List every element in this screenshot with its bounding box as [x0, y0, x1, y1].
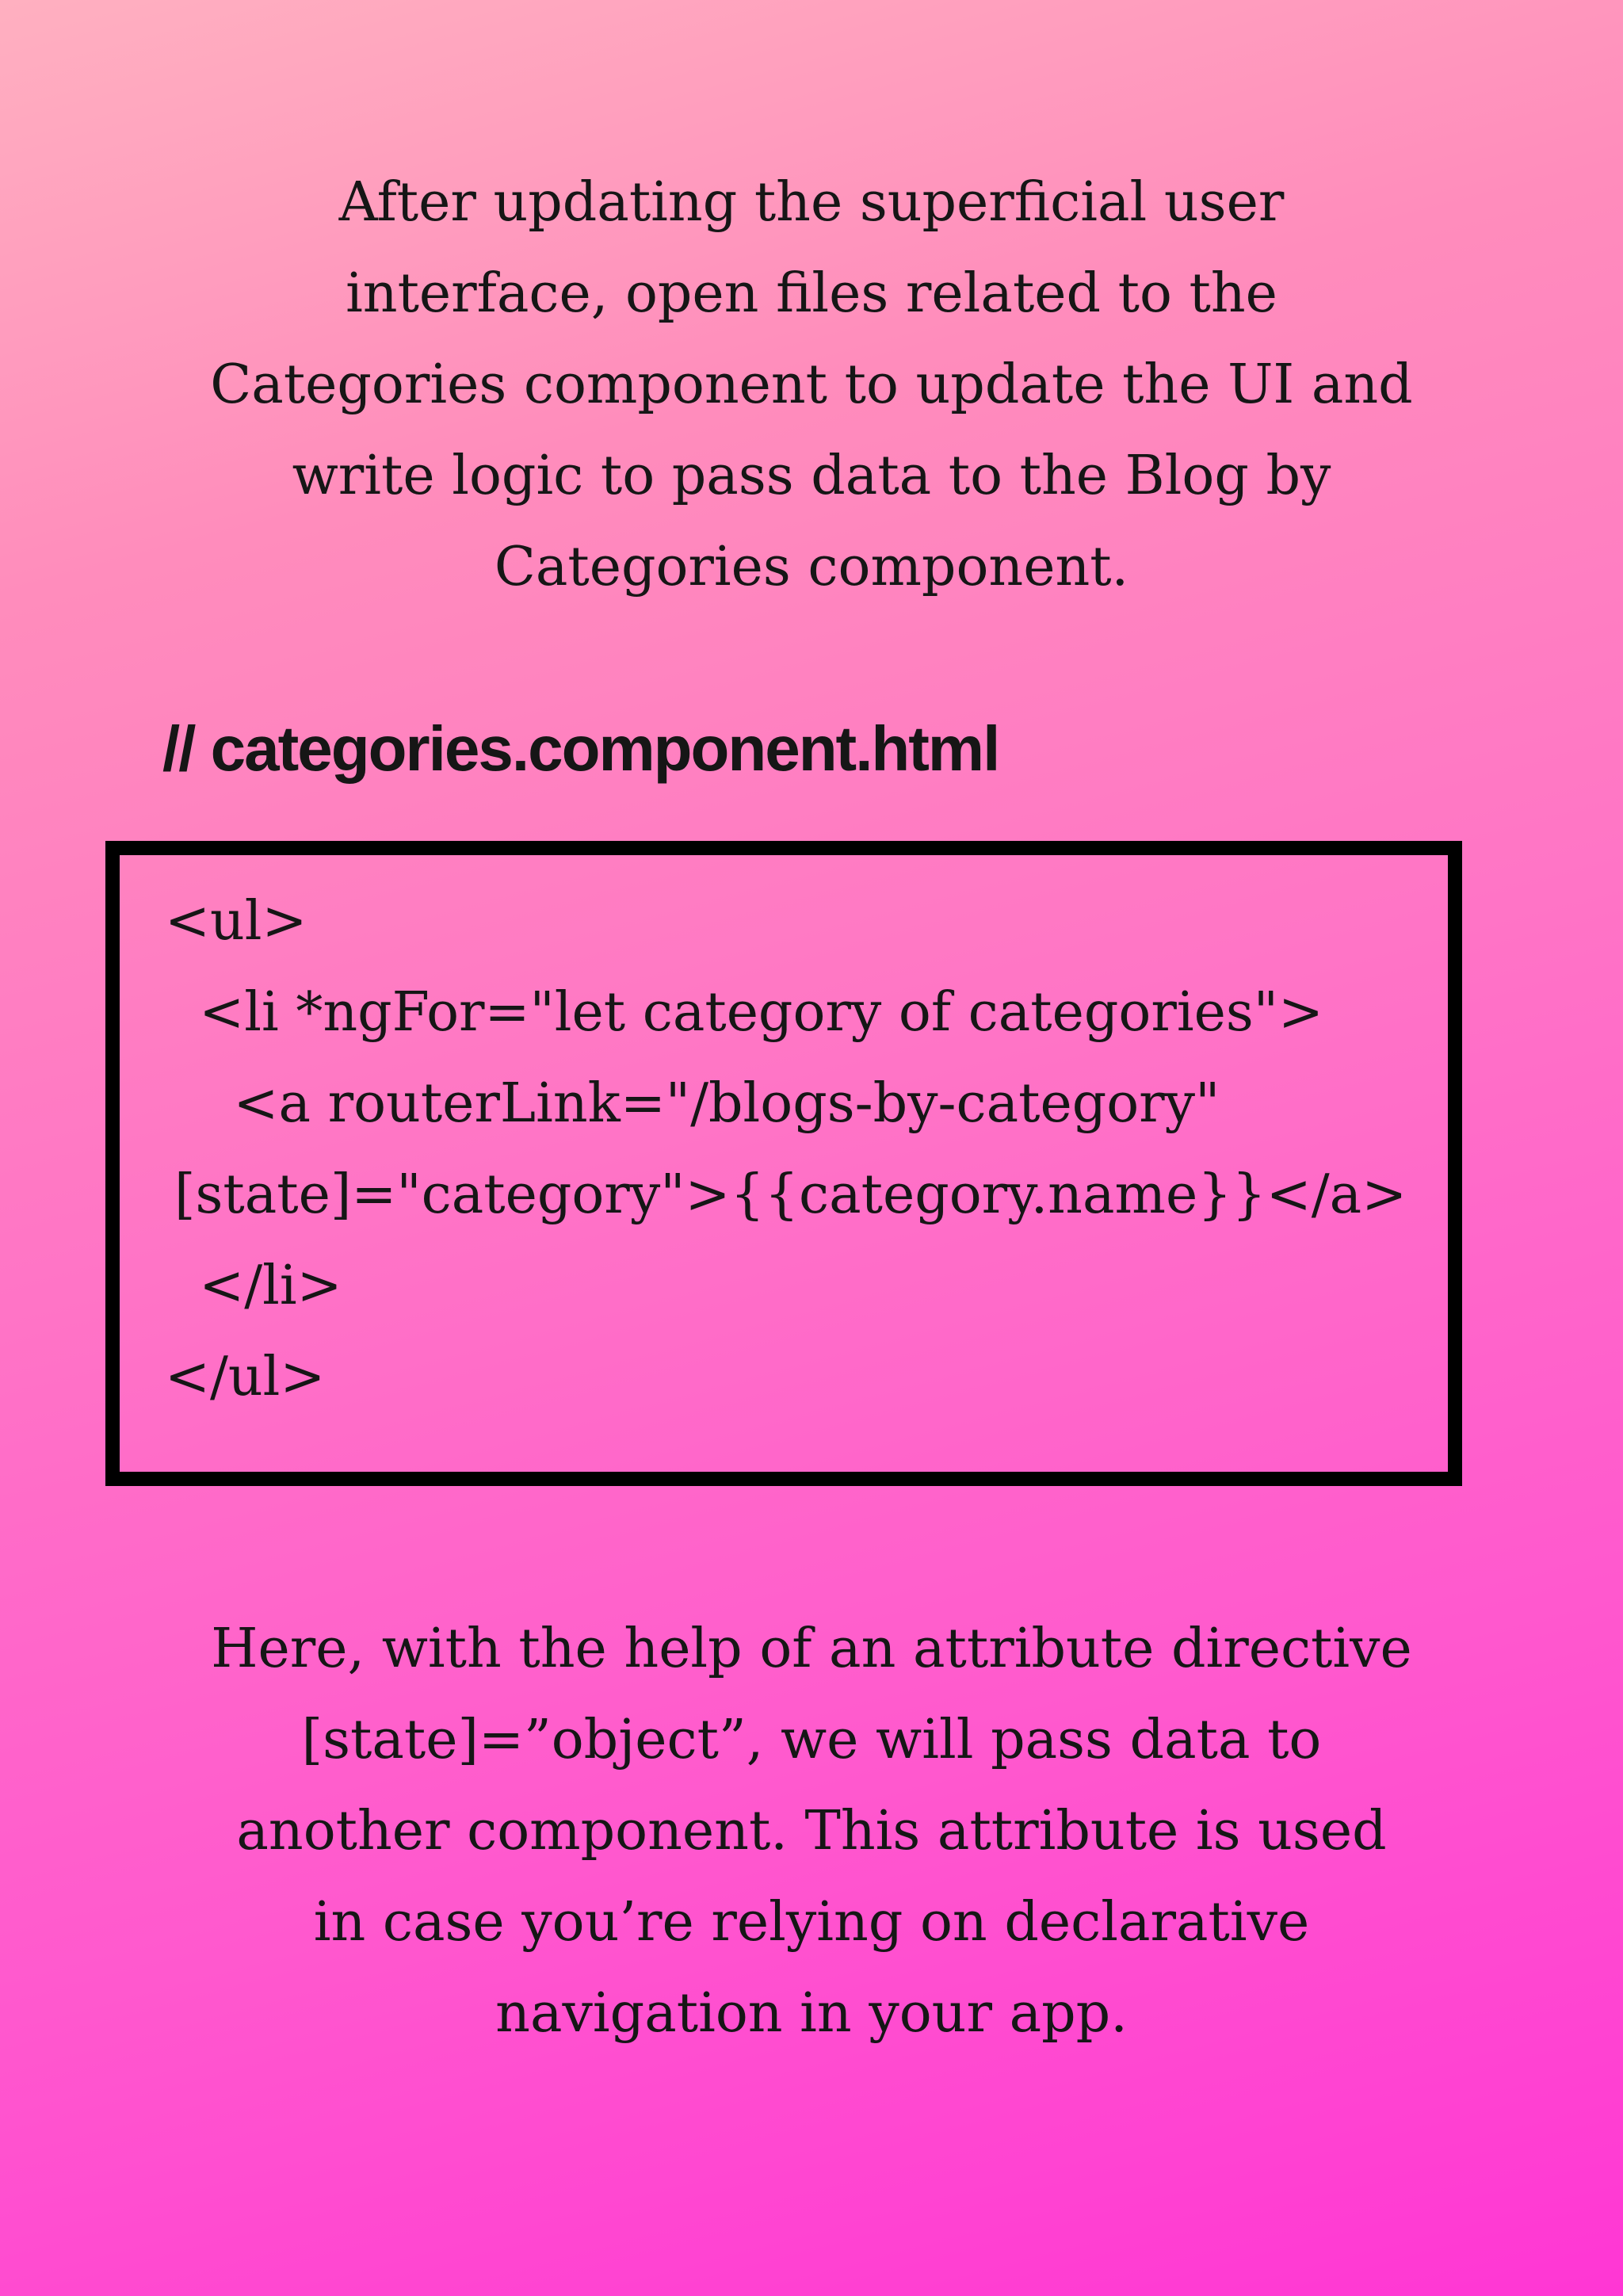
outro-line: Here, with the help of an attribute directive: [211, 1618, 1412, 1680]
intro-line: Categories component to update the UI and: [210, 353, 1413, 416]
intro-line: interface, open files related to the: [346, 262, 1277, 325]
outro-line: navigation in your app.: [495, 1982, 1128, 2045]
intro-line: Categories component.: [494, 536, 1129, 598]
code-line: <ul>: [165, 890, 307, 953]
code-filename-heading: // categories.component.html: [162, 713, 999, 784]
outro-line: in case you’re relying on declarative: [313, 1891, 1310, 1954]
intro-line: write logic to pass data to the Blog by: [292, 445, 1331, 507]
outro-paragraph: [119, 1603, 1504, 2059]
code-line: <li *ngFor="let category of categories">: [165, 981, 1323, 1044]
code-line: </li>: [165, 1255, 342, 1317]
outro-line: [state]=”object”, we will pass data to: [301, 1709, 1322, 1771]
code-line: <a routerLink="/blogs-by-category": [165, 1072, 1220, 1135]
intro-line: After updating the superficial user: [338, 171, 1285, 234]
intro-paragraph: [119, 157, 1504, 613]
code-line: </ul>: [165, 1346, 326, 1408]
outro-line: another component. This attribute is used: [236, 1800, 1387, 1862]
code-line: [state]="category">{{category.name}}</a>: [174, 1163, 1407, 1226]
